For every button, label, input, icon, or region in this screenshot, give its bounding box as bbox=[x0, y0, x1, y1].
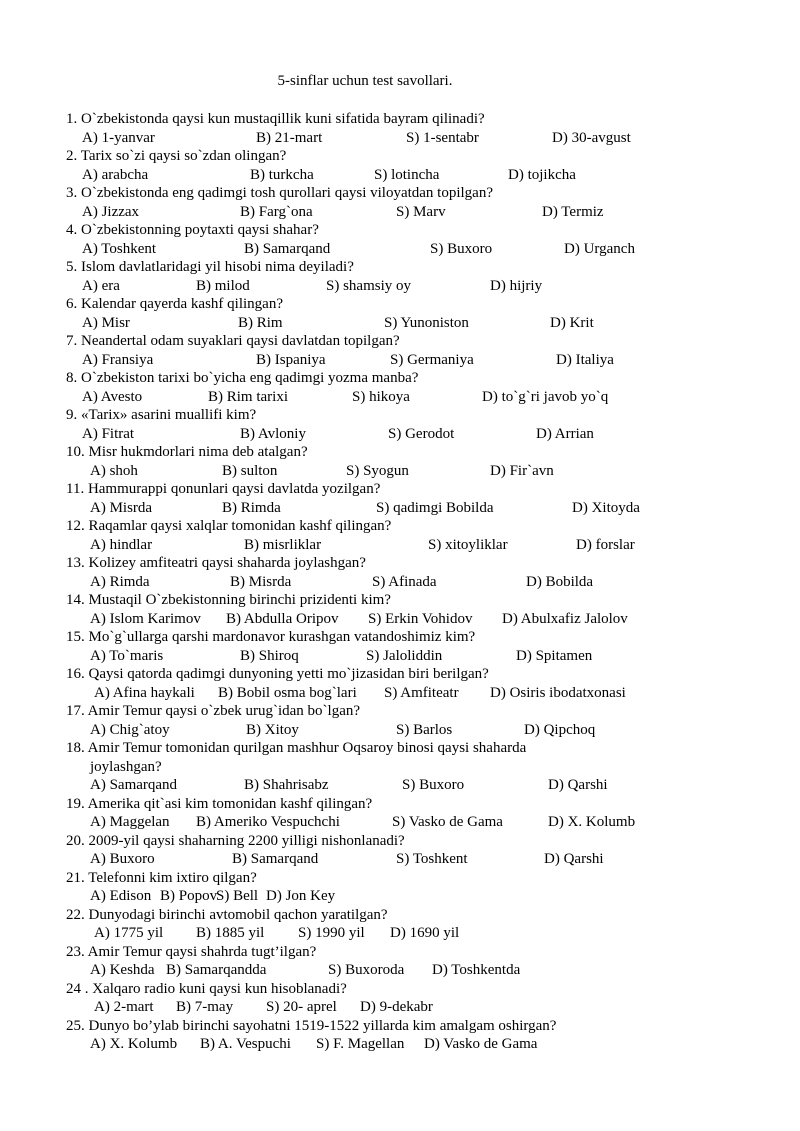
answer-options bbox=[66, 961, 766, 980]
question-item bbox=[66, 980, 766, 1017]
answer-option: D) Toshkentda bbox=[432, 962, 521, 978]
answer-option: S) Gerodot bbox=[388, 425, 455, 442]
answer-option: A) 2-mart bbox=[94, 999, 154, 1015]
answer-option: D) 30-avgust bbox=[552, 129, 631, 146]
question-text: 7. Neandertal odam suyaklari qaysi davlatdan topilgan? bbox=[66, 333, 400, 349]
question-text: 21. Telefonni kim ixtiro qilgan? bbox=[66, 869, 257, 886]
answer-option: B) Farg`ona bbox=[240, 203, 313, 220]
answer-options bbox=[66, 277, 766, 296]
answer-options bbox=[66, 425, 766, 444]
answer-option: B) Shahrisabz bbox=[244, 777, 329, 793]
question-text: 23. Amir Temur qaysi shahrda tugt’ilgan? bbox=[66, 943, 317, 960]
answer-option: A) arabcha bbox=[82, 166, 149, 183]
answer-options bbox=[66, 462, 766, 481]
question-list bbox=[66, 110, 766, 1054]
question-item bbox=[66, 443, 766, 480]
answer-option: S) 20- aprel bbox=[266, 999, 337, 1015]
answer-option: S) Barlos bbox=[396, 721, 453, 738]
answer-option: B) Samarqand bbox=[232, 851, 319, 867]
answer-option: S) Germaniya bbox=[390, 351, 474, 368]
answer-options bbox=[66, 203, 766, 222]
answer-option: B) Misrda bbox=[230, 573, 292, 590]
question-item bbox=[66, 739, 766, 795]
answer-options bbox=[66, 240, 766, 259]
answer-option: A) Fransiya bbox=[82, 351, 154, 368]
answer-option: B) Rim tarixi bbox=[208, 388, 288, 405]
answer-options bbox=[66, 314, 766, 333]
answer-option: B) Samarqand bbox=[244, 240, 331, 257]
answer-options bbox=[66, 499, 766, 518]
question-item bbox=[66, 258, 766, 295]
answer-option: D) hijriy bbox=[490, 277, 543, 294]
answer-option: S) Marv bbox=[396, 203, 446, 220]
answer-options bbox=[66, 1035, 766, 1054]
answer-option: B) Ispaniya bbox=[256, 351, 326, 368]
question-text: 6. Kalendar qayerda kashf qilingan? bbox=[66, 296, 283, 312]
answer-option: D) Italiya bbox=[556, 351, 614, 368]
question-text: 25. Dunyo bo’ylab birinchi sayohatni 1519-1522 yillarda kim amalgam oshirgan? bbox=[66, 1017, 557, 1034]
answer-options bbox=[66, 998, 766, 1017]
answer-option: S) Amfiteatr bbox=[384, 684, 459, 701]
question-item bbox=[66, 332, 766, 369]
question-item bbox=[66, 1017, 766, 1054]
question-item bbox=[66, 369, 766, 406]
answer-option: D) Termiz bbox=[542, 203, 604, 220]
answer-option: D) Fir`avn bbox=[490, 462, 554, 479]
answer-option: B) Avloniy bbox=[240, 425, 306, 442]
answer-options bbox=[66, 129, 766, 148]
answer-options bbox=[66, 684, 766, 703]
answer-options bbox=[66, 166, 766, 185]
page-title: 5-sinflar uchun test savollari. bbox=[277, 73, 453, 89]
answer-option: D) Urganch bbox=[564, 240, 635, 257]
answer-option: A) To`maris bbox=[90, 647, 164, 664]
question-text: 5. Islom davlatlaridagi yil hisobi nima deyiladi? bbox=[66, 259, 354, 275]
answer-option: B) Popov bbox=[160, 888, 218, 904]
answer-option: D) Bobilda bbox=[526, 573, 594, 590]
question-item bbox=[66, 517, 766, 554]
answer-option: S) Yunoniston bbox=[384, 314, 469, 331]
answer-option: D) Jon Key bbox=[266, 888, 336, 904]
question-item bbox=[66, 702, 766, 739]
answer-option: B) Xitoy bbox=[246, 721, 299, 738]
answer-option: D) Osiris ibodatxonasi bbox=[490, 684, 626, 701]
answer-option: D) Abulxafiz Jalolov bbox=[502, 610, 628, 627]
question-text: 24 . Xalqaro radio kuni qaysi kun hisoblanadi? bbox=[66, 980, 347, 997]
answer-options bbox=[66, 647, 766, 666]
answer-options bbox=[66, 776, 766, 795]
answer-option: S) Bell bbox=[216, 888, 259, 904]
question-text: 17. Amir Temur qaysi o`zbek urug`idan bo`lgan? bbox=[66, 703, 361, 719]
answer-option: S) shamsiy oy bbox=[326, 277, 412, 294]
answer-option: S) Toshkent bbox=[396, 851, 468, 867]
answer-option: D) X. Kolumb bbox=[548, 814, 636, 830]
question-item bbox=[66, 110, 766, 147]
answer-option: D) to`g`ri javob yo`q bbox=[482, 388, 609, 405]
answer-option: B) Bobil osma bog`lari bbox=[218, 684, 357, 701]
answer-option: A) Fitrat bbox=[82, 425, 135, 442]
answer-option: A) Afina haykali bbox=[94, 684, 195, 701]
answer-option: D) Arrian bbox=[536, 425, 594, 442]
question-text: 22. Dunyodagi birinchi avtomobil qachon yaratilgan? bbox=[66, 906, 388, 923]
answer-option: A) Maggelan bbox=[90, 814, 170, 830]
question-item bbox=[66, 943, 766, 980]
answer-option: S) Jaloliddin bbox=[366, 647, 443, 664]
question-text: 1. O`zbekistonda qaysi kun mustaqillik kuni sifatida bayram qilinadi? bbox=[66, 111, 485, 127]
answer-option: D) 1690 yil bbox=[390, 925, 460, 941]
question-item bbox=[66, 184, 766, 221]
answer-option: B) misrliklar bbox=[244, 536, 322, 553]
question-text: 12. Raqamlar qaysi xalqlar tomonidan kashf qilingan? bbox=[66, 518, 392, 534]
question-text: 11. Hammurappi qonunlari qaysi davlatda yozilgan? bbox=[66, 481, 381, 497]
question-item bbox=[66, 628, 766, 665]
answer-option: S) 1-sentabr bbox=[406, 129, 479, 146]
answer-option: A) Edison bbox=[90, 888, 152, 904]
question-text: 4. O`zbekistonning poytaxti qaysi shahar? bbox=[66, 222, 319, 238]
answer-options bbox=[66, 388, 766, 407]
question-item bbox=[66, 295, 766, 332]
answer-option: A) Rimda bbox=[90, 573, 150, 590]
question-text: 14. Mustaqil O`zbekistonning birinchi prizidenti kim? bbox=[66, 592, 391, 608]
question-item bbox=[66, 832, 766, 869]
question-item bbox=[66, 906, 766, 943]
question-text: 13. Kolizey amfiteatri qaysi shaharda joylashgan? bbox=[66, 555, 366, 571]
answer-option: S) F. Magellan bbox=[316, 1036, 405, 1052]
answer-option: B) Shiroq bbox=[240, 647, 299, 664]
answer-option: A) Toshkent bbox=[82, 240, 157, 257]
answer-option: S) Vasko de Gama bbox=[392, 814, 503, 830]
answer-option: S) hikoya bbox=[352, 388, 410, 405]
answer-option: A) 1-yanvar bbox=[82, 129, 155, 146]
question-text: 3. O`zbekistonda eng qadimgi tosh qurollari qaysi viloyatdan topilgan? bbox=[66, 185, 493, 201]
answer-option: A) shoh bbox=[90, 462, 138, 479]
answer-options bbox=[66, 536, 766, 555]
answer-options bbox=[66, 850, 766, 869]
answer-option: B) Rim bbox=[238, 314, 283, 331]
answer-option: A) hindlar bbox=[90, 536, 153, 553]
answer-option: D) Qarshi bbox=[544, 851, 604, 867]
answer-options bbox=[66, 351, 766, 370]
question-item bbox=[66, 147, 766, 184]
answer-option: A) Islom Karimov bbox=[90, 610, 201, 627]
answer-option: A) Avesto bbox=[82, 388, 143, 405]
answer-option: S) Erkin Vohidov bbox=[368, 610, 473, 627]
answer-option: S) Afinada bbox=[372, 573, 437, 590]
answer-option: A) Buxoro bbox=[90, 851, 155, 867]
answer-option: A) Jizzax bbox=[82, 203, 140, 220]
question-text: 10. Misr hukmdorlari nima deb atalgan? bbox=[66, 444, 308, 460]
answer-option: B) milod bbox=[196, 277, 250, 294]
answer-options bbox=[66, 924, 766, 943]
question-text: 19. Amerika qit`asi kim tomonidan kashf qilingan? bbox=[66, 795, 373, 812]
answer-option: S) xitoyliklar bbox=[428, 536, 508, 553]
question-item bbox=[66, 406, 766, 443]
question-text: 8. O`zbekiston tarixi bo`yicha eng qadimgi yozma manba? bbox=[66, 370, 419, 386]
answer-option: A) X. Kolumb bbox=[90, 1036, 178, 1052]
question-item bbox=[66, 795, 766, 832]
answer-option: B) Abdulla Oripov bbox=[226, 610, 339, 627]
answer-option: D) Spitamen bbox=[516, 647, 593, 664]
answer-option: B) 7-may bbox=[176, 999, 234, 1015]
question-item bbox=[66, 869, 766, 906]
answer-option: B) turkcha bbox=[250, 166, 314, 183]
answer-option: A) Chig`atoy bbox=[90, 721, 170, 738]
question-text: 2. Tarix so`zi qaysi so`zdan olingan? bbox=[66, 148, 287, 164]
answer-option: B) A. Vespuchi bbox=[200, 1036, 291, 1052]
answer-option: D) tojikcha bbox=[508, 166, 576, 183]
answer-option: D) Krit bbox=[550, 314, 594, 331]
answer-option: A) era bbox=[82, 277, 120, 294]
answer-option: S) qadimgi Bobilda bbox=[376, 499, 494, 516]
answer-option: B) Ameriko Vespuchchi bbox=[196, 814, 340, 830]
question-text: 15. Mo`g`ullarga qarshi mardonavor kurashgan vatandoshimiz kim? bbox=[66, 629, 476, 645]
question-item bbox=[66, 665, 766, 702]
answer-option: B) Samarqandda bbox=[166, 962, 267, 978]
answer-option: S) lotincha bbox=[374, 166, 440, 183]
question-item bbox=[66, 591, 766, 628]
answer-option: D) Vasko de Gama bbox=[424, 1036, 538, 1052]
answer-option: S) Buxoro bbox=[430, 240, 493, 257]
question-text: 16. Qaysi qatorda qadimgi dunyoning yetti mo`jizasidan biri berilgan? bbox=[66, 666, 489, 682]
answer-options bbox=[66, 887, 766, 906]
answer-option: D) 9-dekabr bbox=[360, 999, 433, 1015]
question-text: 20. 2009-yil qaysi shaharning 2200 yilligi nishonlanadi? bbox=[66, 832, 405, 849]
answer-option: S) Buxoro bbox=[402, 777, 465, 793]
answer-option: B) 1885 yil bbox=[196, 925, 265, 941]
answer-option: D) forslar bbox=[576, 536, 635, 553]
answer-option: B) sulton bbox=[222, 462, 278, 479]
question-text: 9. «Tarix» asarini muallifi kim? bbox=[66, 407, 257, 423]
answer-option: S) Buxoroda bbox=[328, 962, 405, 978]
answer-option: B) Rimda bbox=[222, 499, 281, 516]
answer-option: D) Qarshi bbox=[548, 777, 608, 793]
answer-option: B) 21-mart bbox=[256, 129, 323, 146]
answer-option: A) Keshda bbox=[90, 962, 155, 978]
answer-option: A) Misr bbox=[82, 314, 130, 331]
question-item bbox=[66, 480, 766, 517]
question-text-continuation: joylashgan? bbox=[90, 758, 162, 775]
answer-options bbox=[66, 573, 766, 592]
question-text: 18. Amir Temur tomonidan qurilgan mashhur Oqsaroy binosi qaysi shaharda bbox=[66, 740, 527, 756]
answer-option: A) Misrda bbox=[90, 499, 153, 516]
answer-option: S) Syogun bbox=[346, 462, 409, 479]
answer-option: A) Samarqand bbox=[90, 777, 178, 793]
answer-option: S) 1990 yil bbox=[298, 925, 365, 941]
question-item bbox=[66, 554, 766, 591]
answer-options bbox=[66, 721, 766, 740]
answer-option: A) 1775 yil bbox=[94, 925, 164, 941]
answer-option: D) Qipchoq bbox=[524, 721, 596, 738]
question-item bbox=[66, 221, 766, 258]
answer-options bbox=[66, 813, 766, 832]
answer-option: D) Xitoyda bbox=[572, 499, 640, 516]
answer-options bbox=[66, 610, 766, 629]
